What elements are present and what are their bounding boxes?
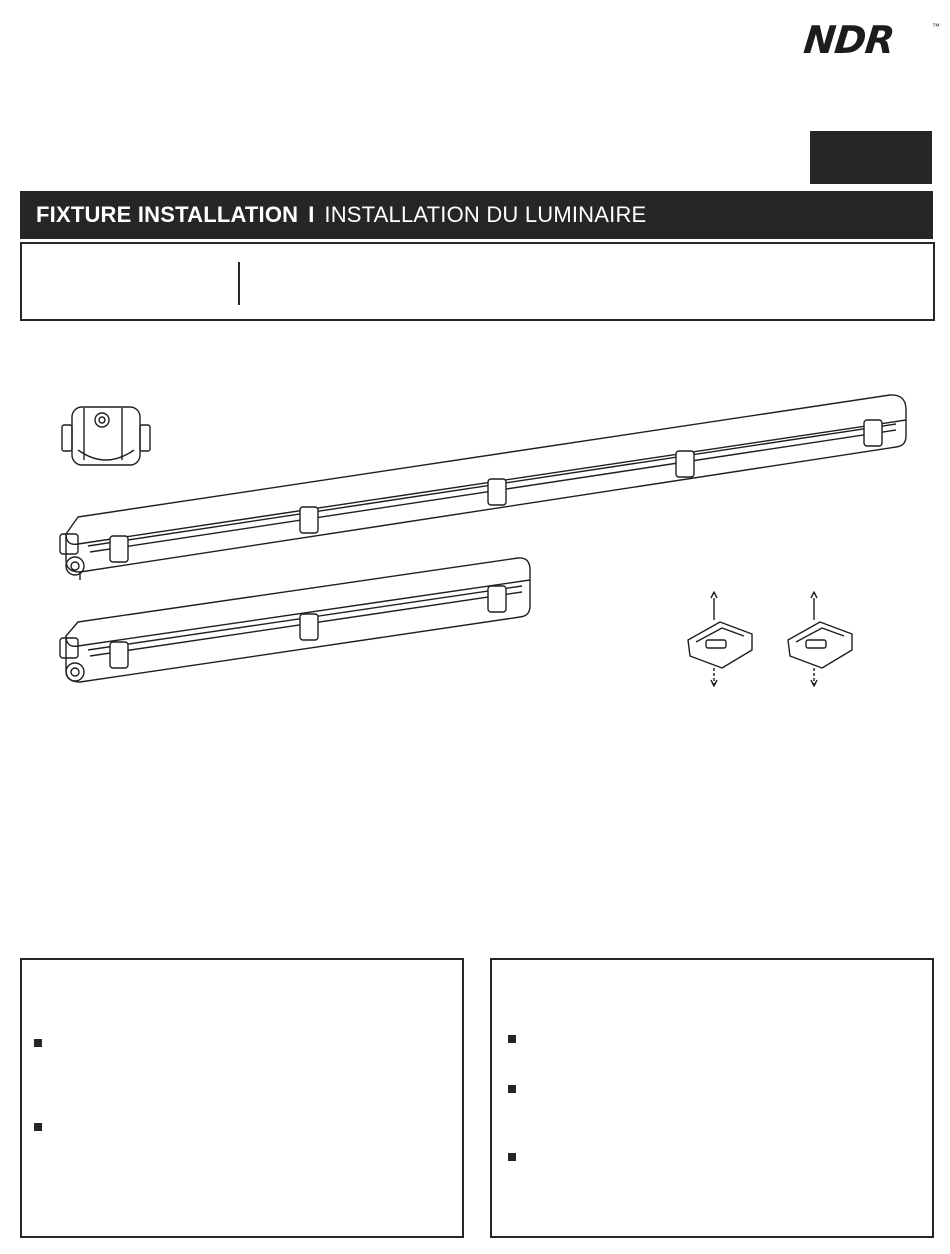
section-tab-block [810, 131, 932, 184]
logo-text: NDR [801, 18, 896, 62]
mounting-clip-icon [688, 592, 752, 686]
info-divider [238, 262, 240, 305]
trademark: ™ [932, 22, 940, 31]
bullet-icon [34, 1123, 42, 1131]
info-box [20, 242, 935, 321]
banner-title-fr: INSTALLATION DU LUMINAIRE [324, 202, 647, 227]
long-fixture-icon [60, 395, 906, 580]
notes-box-left [20, 958, 464, 1238]
end-view-icon [62, 407, 150, 465]
notes-box-right [490, 958, 934, 1238]
brand-logo [800, 16, 940, 60]
banner-separator: I [308, 202, 315, 227]
bullet-icon [508, 1035, 516, 1043]
bullet-icon [34, 1039, 42, 1047]
fixture-illustration [0, 330, 950, 730]
mounting-clip-icon [788, 592, 852, 686]
bullet-icon [508, 1085, 516, 1093]
bullet-icon [508, 1153, 516, 1161]
short-fixture-icon [60, 558, 530, 682]
banner-title-en: FIXTURE INSTALLATION [36, 202, 299, 227]
section-banner [20, 191, 933, 239]
